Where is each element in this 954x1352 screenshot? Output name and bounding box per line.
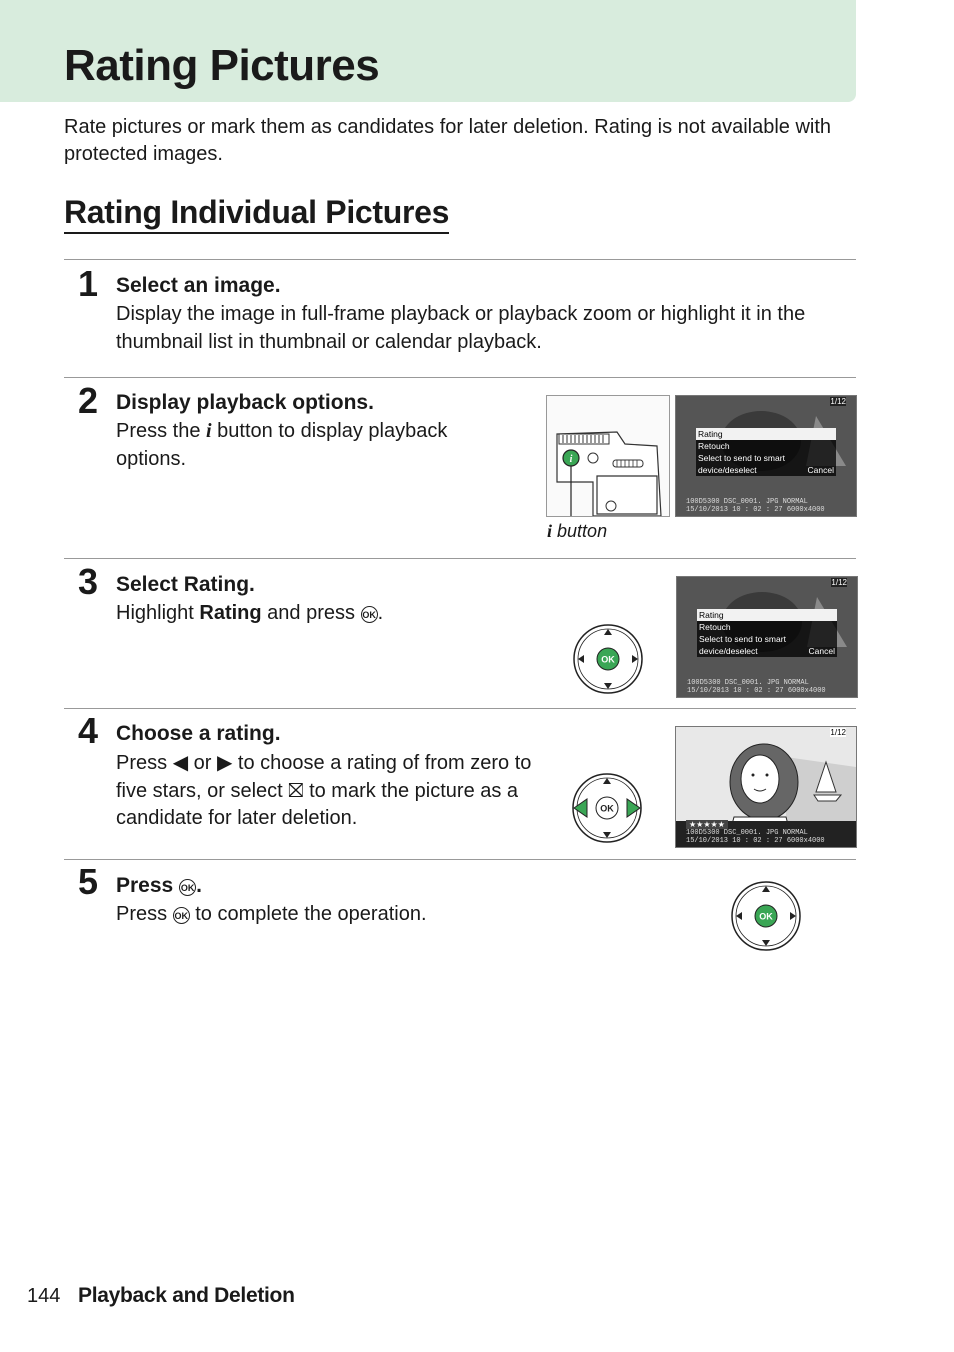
- i-button-glyph: i: [206, 420, 212, 442]
- svg-text:OK: OK: [600, 803, 614, 814]
- frame-counter: 1/12: [830, 397, 846, 406]
- step-text: Press ◀ or ▶ to choose a rating of from zero to five stars, or select ⛝ to mark the picture as a candidate for later deletion.: [116, 752, 532, 829]
- ok-button-glyph: OK: [173, 907, 190, 924]
- step-title: Choose a rating.: [116, 722, 281, 745]
- right-arrow-icon: ▶: [216, 752, 233, 774]
- divider: [64, 558, 856, 559]
- menu-item-retouch: Retouch: [699, 622, 731, 632]
- step-title: Select Rating.: [116, 573, 255, 596]
- ok-button-glyph: OK: [179, 879, 196, 896]
- divider: [64, 259, 856, 260]
- divider: [64, 859, 856, 860]
- step-text: Display the image in full-frame playback or playback zoom or highlight it in the thumbnail list in thumbnail or calendar playback.: [116, 303, 806, 353]
- menu-item-send: Select to send to smart device/deselect: [698, 453, 785, 475]
- divider: [64, 708, 856, 709]
- lcd-status: 100D5300 DSC_0001. JPG NORMAL 15/10/2013 10 : 02 : 27 6000x4000: [687, 679, 826, 695]
- frame-counter: 1/12: [831, 578, 847, 587]
- lcd-status: 100D5300 DSC_0001. JPG NORMAL 15/10/2013 10 : 02 : 27 6000x4000: [686, 829, 825, 845]
- divider: [64, 377, 856, 378]
- step-title: Press OK.: [116, 874, 202, 897]
- section-title: Rating Individual Pictures: [64, 192, 449, 234]
- step-number: 4: [78, 710, 99, 751]
- svg-text:OK: OK: [601, 654, 615, 665]
- menu-item-rating: Rating: [697, 609, 837, 621]
- step-number: 5: [78, 861, 99, 902]
- multi-selector-ok-icon: [730, 880, 802, 952]
- ok-button-glyph: OK: [361, 606, 378, 623]
- step-text: Press OK to complete the operation.: [116, 903, 427, 925]
- step-number: 3: [78, 561, 99, 602]
- menu-item-rating: Rating: [696, 428, 836, 440]
- page-title: Rating Pictures: [64, 41, 380, 90]
- left-arrow-icon: ◀: [172, 752, 189, 774]
- multi-selector-icon: [572, 623, 644, 695]
- lcd-playback-menu: [675, 395, 857, 517]
- menu-item-retouch: Retouch: [698, 441, 730, 451]
- camera-illustration: [546, 395, 670, 517]
- lcd-status: 100D5300 DSC_0001. JPG NORMAL 15/10/2013 10 : 02 : 27 6000x4000: [686, 498, 825, 514]
- step-title: Display playback options.: [116, 391, 374, 414]
- multi-selector-left-right-icon: [571, 772, 643, 844]
- footer-section-title: Playback and Deletion: [78, 1284, 295, 1307]
- lcd-portrait-rating: [675, 726, 857, 848]
- step-title: Select an image.: [116, 274, 281, 297]
- intro-text: Rate pictures or mark them as candidates for later deletion. Rating is not available with protected images.: [64, 116, 832, 165]
- menu-cancel: Cancel: [808, 646, 835, 656]
- rating-stars: ★★★★★: [686, 820, 728, 829]
- i-button-caption: i button: [547, 521, 608, 541]
- svg-text:i: i: [569, 454, 573, 465]
- step-number: 2: [78, 380, 99, 421]
- svg-text:OK: OK: [759, 911, 773, 922]
- lcd-rating-menu: [676, 576, 858, 698]
- step-text: Press the i button to display playback options.: [116, 420, 448, 470]
- step-number: 1: [78, 263, 99, 304]
- menu-item-send: Select to send to smart device/deselect: [699, 634, 786, 656]
- step-text: Highlight Rating and press OK.: [116, 602, 384, 624]
- menu-cancel: Cancel: [807, 465, 834, 475]
- trash-icon: ⛝: [288, 779, 304, 802]
- frame-counter: 1/12: [830, 728, 846, 737]
- page-number: 144: [27, 1285, 61, 1307]
